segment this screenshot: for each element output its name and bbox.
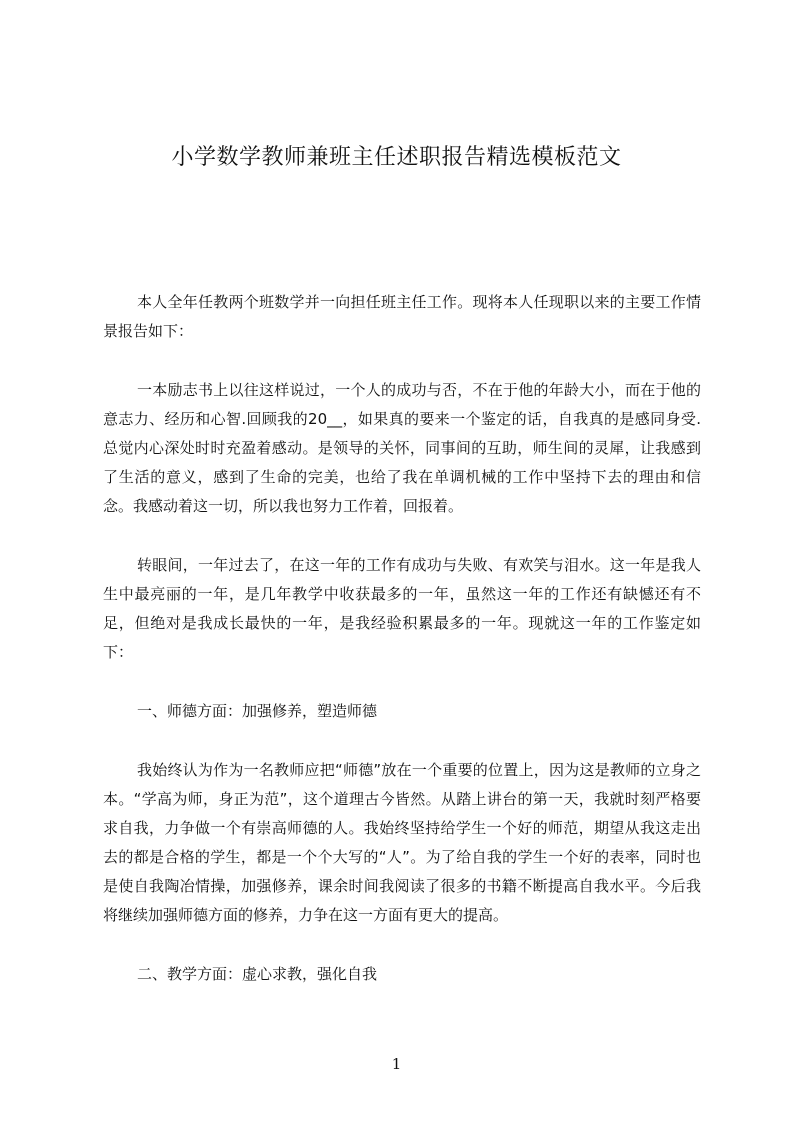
ethics-paragraph: 我始终认为作为一名教师应把“师德”放在一个重要的位置上，因为这是教师的立身之本。“学高为师，身正为范”，这个道理古今皆然。从踏上讲台的第一天，我就时刻严格要求自我，力争做一个有崇高师德的人。我始终坚持给学生一个好的师范，期望从我这走出去的都是合格的学生，都是一个个大写的“人”。为了给自我的学生一个好的表率，同时也是使自我陶冶情操，加强修养，课余时间我阅读了很多的书籍不断提高自我水平。今后我将继续加强师德方面的修养，力争在这一方面有更大的提高。	[103, 761, 701, 924]
summary-paragraph: 转眼间，一年过去了，在这一年的工作有成功与失败、有欢笑与泪水。这一年是我人生中最亮丽的一年，是几年教学中收获最多的一年，虽然这一年的工作还有缺憾还有不足，但绝对是我成长最快的一年，是我经验积累最多的一年。现就这一年的工作鉴定如下：	[103, 556, 701, 661]
section-heading-ethics: 一、师德方面：加强修养，塑造师德	[137, 702, 378, 720]
intro-paragraph: 本人全年任教两个班数学并一向担任班主任工作。现将本人任现职以来的主要工作情景报告如下：	[103, 293, 701, 340]
document-body	[103, 288, 701, 1019]
section-heading-teaching: 二、教学方面：虚心求教，强化自我	[137, 965, 378, 983]
document-title: 小学数学教师兼班主任述职报告精选模板范文	[171, 145, 622, 170]
page-number: 1	[391, 1055, 402, 1073]
reflection-paragraph: 一本励志书上以往这样说过，一个人的成功与否，不在于他的年龄大小，而在于他的意志力、经历和心智.回顾我的20__，如果真的要来一个鉴定的话，自我真的是感同身受.总觉内心深处时时充盈着感动。是领导的关怀，同事间的互助，师生间的灵犀，让我感到了生活的意义，感到了生命的完美，也给了我在单调机械的工作中坚持下去的理由和信念。我感动着这一切，所以我也努力工作着，回报着。	[103, 381, 701, 515]
